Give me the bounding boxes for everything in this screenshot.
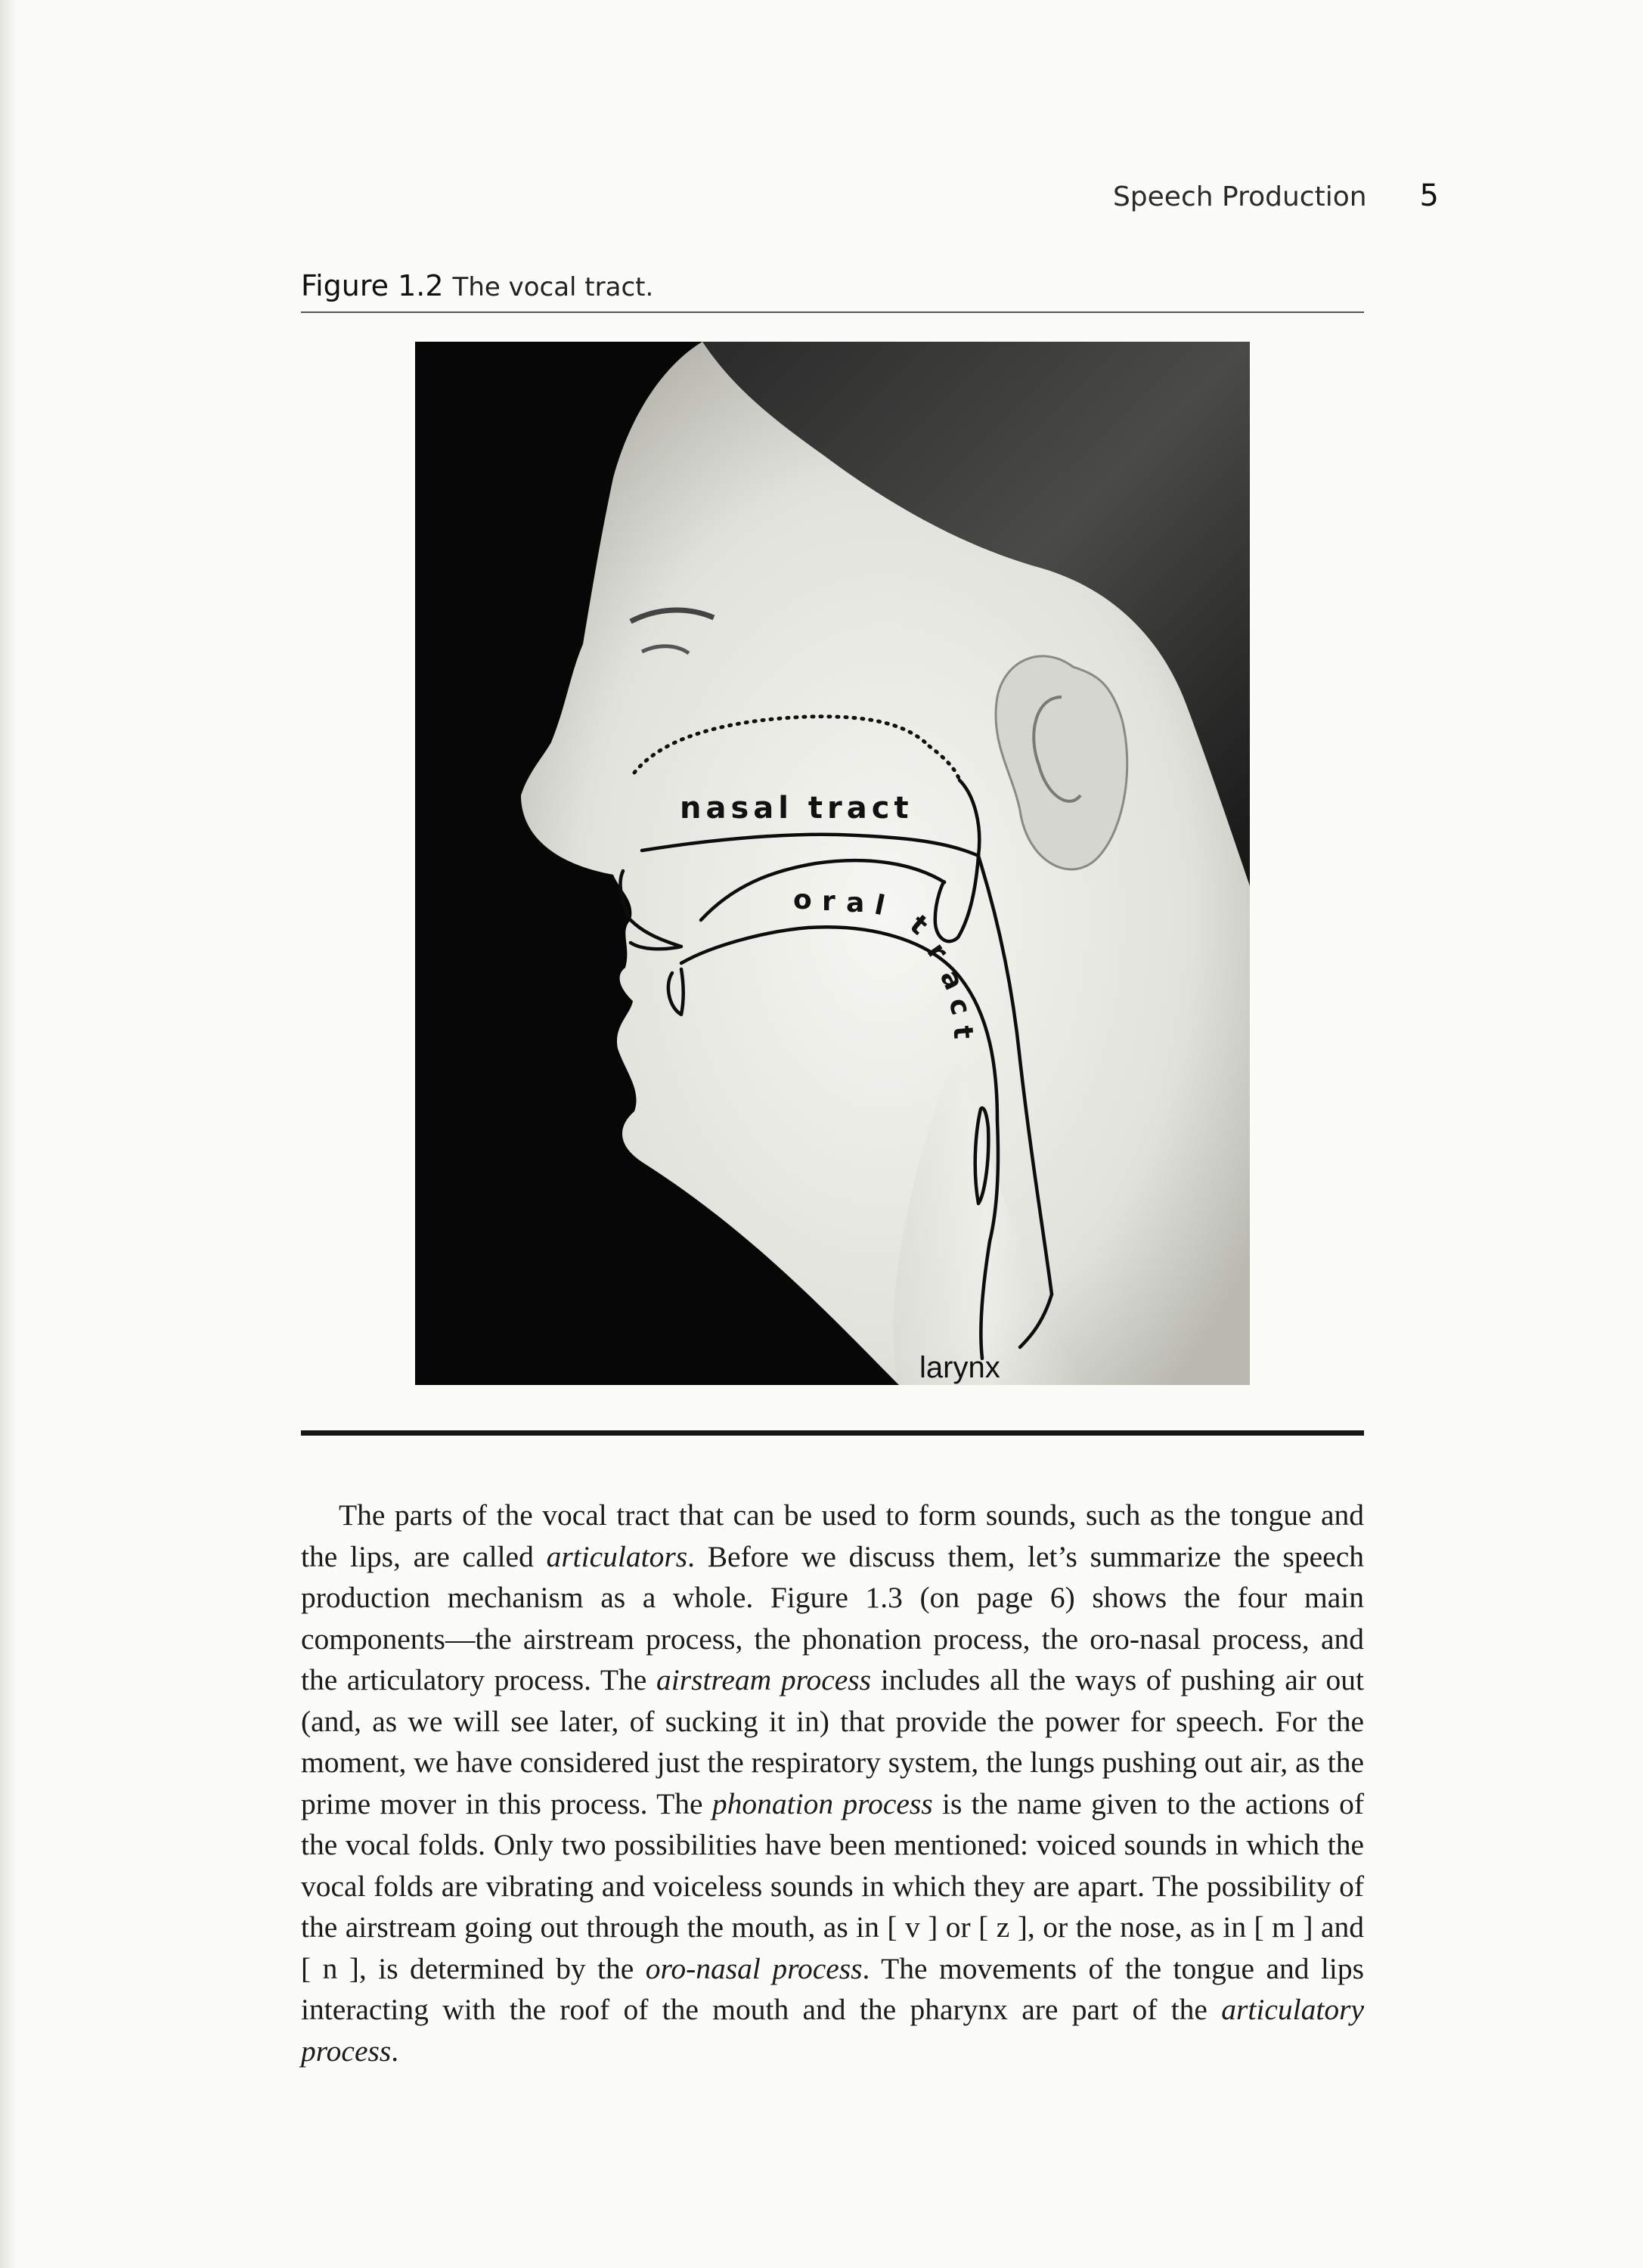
- paragraph-text: [301, 1495, 1364, 2071]
- tract-label-t: t: [904, 909, 934, 941]
- figure-top-rule: [301, 311, 1364, 313]
- figure-bottom-rule: [301, 1430, 1364, 1436]
- running-head-title: Speech Production: [1112, 181, 1367, 212]
- tract-label-t2: t: [947, 1024, 979, 1040]
- term-phonation-process: phonation process: [711, 1786, 933, 1820]
- term-airstream-process: airstream process: [656, 1663, 872, 1696]
- oral-label-o: o: [793, 885, 812, 916]
- paragraph-run: is the name given to the actions of the vocal folds. Only two possibilities have been mentioned: voiced sounds in which the vocal folds are vibrating and voiceless sounds in which they are apart. The possibility of the airstream going out through the mouth, as in [ v ] or [ z ], or the nose, as in [ m ] and [ n ], is determined by the: [301, 1786, 1364, 1985]
- vocal-tract-figure: [415, 342, 1250, 1385]
- term-oro-nasal-process: oro-nasal process: [645, 1951, 863, 1985]
- tract-label-a: a: [933, 965, 970, 995]
- paragraph-run: .: [391, 2034, 399, 2068]
- oral-label-l: l: [872, 889, 888, 922]
- paragraph-run: includes all the ways of pushing air out (and, as we will see later, of sucking it in) that provide the power for speech. For the moment, we have considered just the respiratory system, the lungs pushing out air, as the prime mover in this process. The: [301, 1663, 1365, 1820]
- oral-label-a: a: [846, 888, 865, 919]
- larynx-label: larynx: [919, 1351, 1000, 1384]
- page-edge-shadow: [0, 0, 17, 2268]
- vocal-tract-photo: [415, 342, 1250, 1385]
- figure-label: Figure 1.2: [301, 269, 444, 302]
- term-articulatory-process: articulatory process: [301, 1993, 1364, 2068]
- nasal-tract-label: nasal tract: [680, 791, 913, 826]
- paragraph-run: The parts of the vocal tract that can be used to form sounds, such as the tongue and the lips, are called: [301, 1498, 1364, 1573]
- page-number: 5: [1419, 178, 1439, 213]
- running-head: [1113, 178, 1439, 213]
- term-articulators: articulators: [546, 1539, 688, 1573]
- paragraph-run: . The movements of the tongue and lips interacting with the roof of the mouth and the pharynx are part of the: [301, 1951, 1365, 2026]
- tract-label-r: r: [920, 937, 954, 966]
- oral-label-r: r: [822, 886, 835, 917]
- tract-label-c: c: [942, 994, 977, 1018]
- figure-caption-text: The vocal tract.: [452, 272, 654, 302]
- figure-caption: [301, 269, 653, 302]
- paragraph-run: . Before we discuss them, let’s summarize the speech production mechanism as a whole. Figure 1.3 (on page 6) shows the four main components—the airstream process, the phonation process, the oro-nasal process, and the articulatory process. The: [301, 1539, 1364, 1696]
- body-paragraph: [301, 1495, 1364, 2071]
